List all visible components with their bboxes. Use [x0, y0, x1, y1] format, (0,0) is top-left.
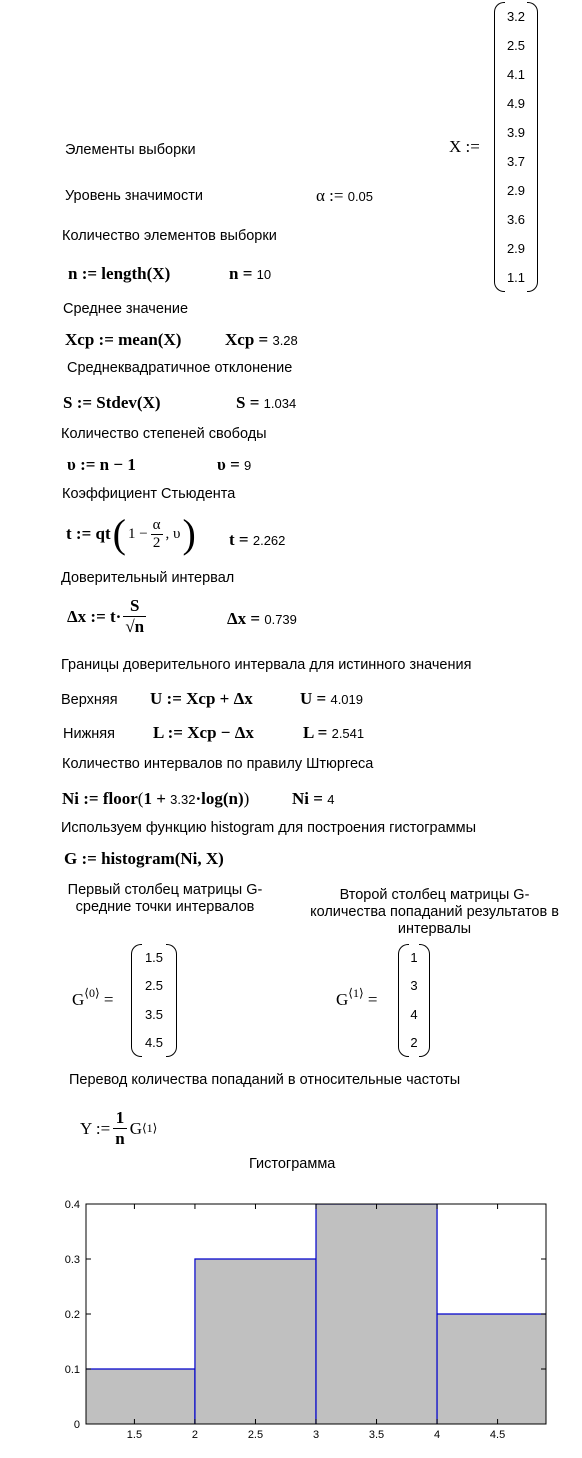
relfreq-expr [80, 1108, 157, 1149]
histogram-bar [437, 1314, 558, 1424]
chart-title: Гистограмма [249, 1156, 336, 1172]
open-paren: ( [137, 789, 144, 808]
sturges-inner-b: ·log(n) [195, 789, 244, 808]
relfreq-frac [113, 1108, 126, 1149]
upper-value: 4.019 [330, 692, 364, 707]
upper-res-lhs: U = [300, 689, 331, 708]
stdev-label: Среднеквадратичное отклонение [67, 360, 293, 376]
vector-element: 4.1 [506, 66, 526, 82]
x-tick-label: 1.5 [126, 1429, 143, 1441]
vector-element: 2 [410, 1034, 418, 1050]
y-tick-label: 0.2 [64, 1309, 80, 1321]
interval-label: Доверительный интервал [61, 570, 235, 586]
vector-element: 1.1 [506, 269, 526, 285]
vector-element: 2.9 [506, 240, 526, 256]
close-paren: ) [182, 511, 196, 556]
frac-num: S [123, 596, 146, 617]
alpha-lhs: α := [316, 186, 348, 205]
assign-op: := [465, 137, 480, 156]
vector-element: 2.5 [144, 978, 164, 994]
relfreq-sup: ⟨1⟩ [141, 1121, 158, 1135]
dof-res-lhs: υ = [217, 455, 245, 474]
relfreq-rhs: G [129, 1118, 142, 1138]
histfn-label: Используем функцию histogram для построения гистограммы [61, 820, 477, 836]
stdev-value: 1.034 [263, 396, 297, 411]
vector-element: 3 [410, 978, 418, 994]
col1-sup: ⟨1⟩ [348, 986, 364, 1000]
histogram-chart [0, 1188, 582, 1458]
interval-value: 0.739 [264, 612, 297, 627]
interval-result [227, 609, 297, 629]
sturges-coef: 3.32 [170, 792, 196, 807]
stdev-def: S := Stdev(X) [63, 393, 161, 412]
frac-num: 1 [113, 1108, 126, 1129]
vector-element: 1.5 [144, 950, 164, 966]
sturges-res-lhs: Ni = [292, 789, 328, 808]
dof-result [217, 455, 251, 475]
alpha-label: Уровень значимости [65, 188, 203, 204]
lower-result [303, 723, 364, 743]
y-tick-label: 0.1 [64, 1364, 80, 1376]
sample-var-name: X [449, 137, 462, 156]
x-tick-label: 2 [191, 1429, 199, 1441]
count-result [229, 264, 271, 284]
interval-def [67, 596, 146, 637]
upper-def: U := Xcp + Δx [150, 689, 253, 708]
alpha-value: 0.05 [347, 189, 374, 204]
student-frac [151, 517, 163, 552]
col1-eq: = [363, 990, 378, 1009]
col1-lhs: G [336, 990, 349, 1009]
x-tick-label: 3 [312, 1429, 320, 1441]
open-paren: ( [112, 511, 126, 556]
close-paren: ) [243, 789, 250, 808]
sturges-inner-a: 1 + [143, 789, 171, 808]
vector-element: 3.9 [506, 124, 526, 140]
sample-vector [494, 2, 538, 292]
bounds-label: Границы доверительного интервала для истинного значения [61, 657, 472, 673]
sturges-result [292, 789, 334, 809]
mean-res-lhs: Xcp = [225, 330, 273, 349]
vector-element: 3.2 [506, 8, 526, 24]
lower-res-lhs: L = [303, 723, 332, 742]
student-def [66, 511, 196, 556]
count-label: Количество элементов выборки [62, 228, 277, 244]
interval-res-lhs: Δx = [227, 609, 265, 628]
frac-den: 2 [152, 534, 161, 551]
dof-label: Количество степеней свободы [61, 426, 267, 442]
col0-eq: = [99, 990, 114, 1009]
interval-lhs: Δx := t· [67, 606, 122, 626]
count-value: 10 [256, 267, 272, 282]
upper-label: Верхняя [61, 692, 118, 708]
mean-value: 3.28 [272, 333, 298, 348]
relfreq-label: Перевод количества попаданий в относительные частоты [69, 1072, 461, 1088]
upper-result [300, 689, 363, 709]
vector-element: 3.7 [506, 153, 526, 169]
vector-element: 2.9 [506, 182, 526, 198]
dof-value: 9 [244, 458, 252, 473]
frac-num: α [152, 516, 161, 533]
histogram-bar [195, 1259, 316, 1424]
vector-element: 4 [410, 1006, 418, 1022]
lower-label: Нижняя [63, 726, 115, 742]
mean-def: Xcp := mean(X) [65, 330, 182, 349]
vector-element: 2.5 [506, 37, 526, 53]
x-tick-label: 2.5 [247, 1429, 264, 1441]
frac-den: n [115, 1129, 125, 1148]
col0-sup: ⟨0⟩ [84, 986, 100, 1000]
student-res-lhs: t = [229, 530, 253, 549]
x-tick-label: 4.5 [489, 1429, 506, 1441]
histogram-bar [74, 1369, 195, 1424]
col1-expr [336, 986, 378, 1010]
stdev-result [236, 393, 296, 413]
histogram-bar [316, 1204, 437, 1424]
relfreq-lhs: Y := [80, 1118, 111, 1138]
col0-lhs: G [72, 990, 85, 1009]
vector-element: 4.9 [506, 95, 526, 111]
vector-element: 1 [410, 950, 418, 966]
x-tick-label: 4 [433, 1429, 441, 1441]
student-one-minus: 1 − [127, 525, 148, 542]
student-result [229, 530, 285, 550]
col1-vector [398, 944, 430, 1057]
col0-expr [72, 986, 114, 1010]
sample-label: Элементы выборки [65, 142, 196, 158]
sturges-label: Количество интервалов по правилу Штюргеса [62, 756, 374, 772]
sample-var [449, 137, 480, 157]
y-tick-label: 0.3 [64, 1254, 80, 1266]
count-def: n := length(X) [68, 264, 171, 283]
student-tail: , υ [165, 525, 181, 542]
lower-value: 2.541 [331, 726, 365, 741]
col0-label: Первый столбец матрицы G- средние точки интервалов [67, 882, 263, 915]
vector-element: 4.5 [144, 1034, 164, 1050]
frac-den: √n [125, 617, 145, 636]
x-tick-label: 3.5 [368, 1429, 385, 1441]
sturges-def [62, 789, 249, 809]
interval-frac [123, 596, 146, 637]
sturges-value: 4 [327, 792, 335, 807]
student-value: 2.262 [252, 533, 286, 548]
student-label: Коэффициент Стьюдента [62, 486, 236, 502]
col1-label: Второй столбец матрицы G- количества попаданий результатов в интервалы [310, 887, 559, 937]
mean-result [225, 330, 298, 350]
stdev-res-lhs: S = [236, 393, 264, 412]
sturges-fn: Ni := floor [62, 789, 138, 808]
vector-element: 3.5 [144, 1006, 164, 1022]
histfn-def: G := histogram(Ni, X) [64, 849, 224, 868]
lower-def: L := Xcp − Δx [153, 723, 254, 742]
y-tick-label: 0.4 [64, 1199, 80, 1211]
dof-def: υ := n − 1 [67, 455, 136, 474]
col0-vector [131, 944, 177, 1057]
mean-label: Среднее значение [63, 301, 189, 317]
student-fn: t := qt [66, 524, 111, 543]
vector-element: 3.6 [506, 211, 526, 227]
y-tick-label: 0 [73, 1419, 80, 1431]
count-res-lhs: n = [229, 264, 257, 283]
alpha-expr [316, 186, 373, 206]
